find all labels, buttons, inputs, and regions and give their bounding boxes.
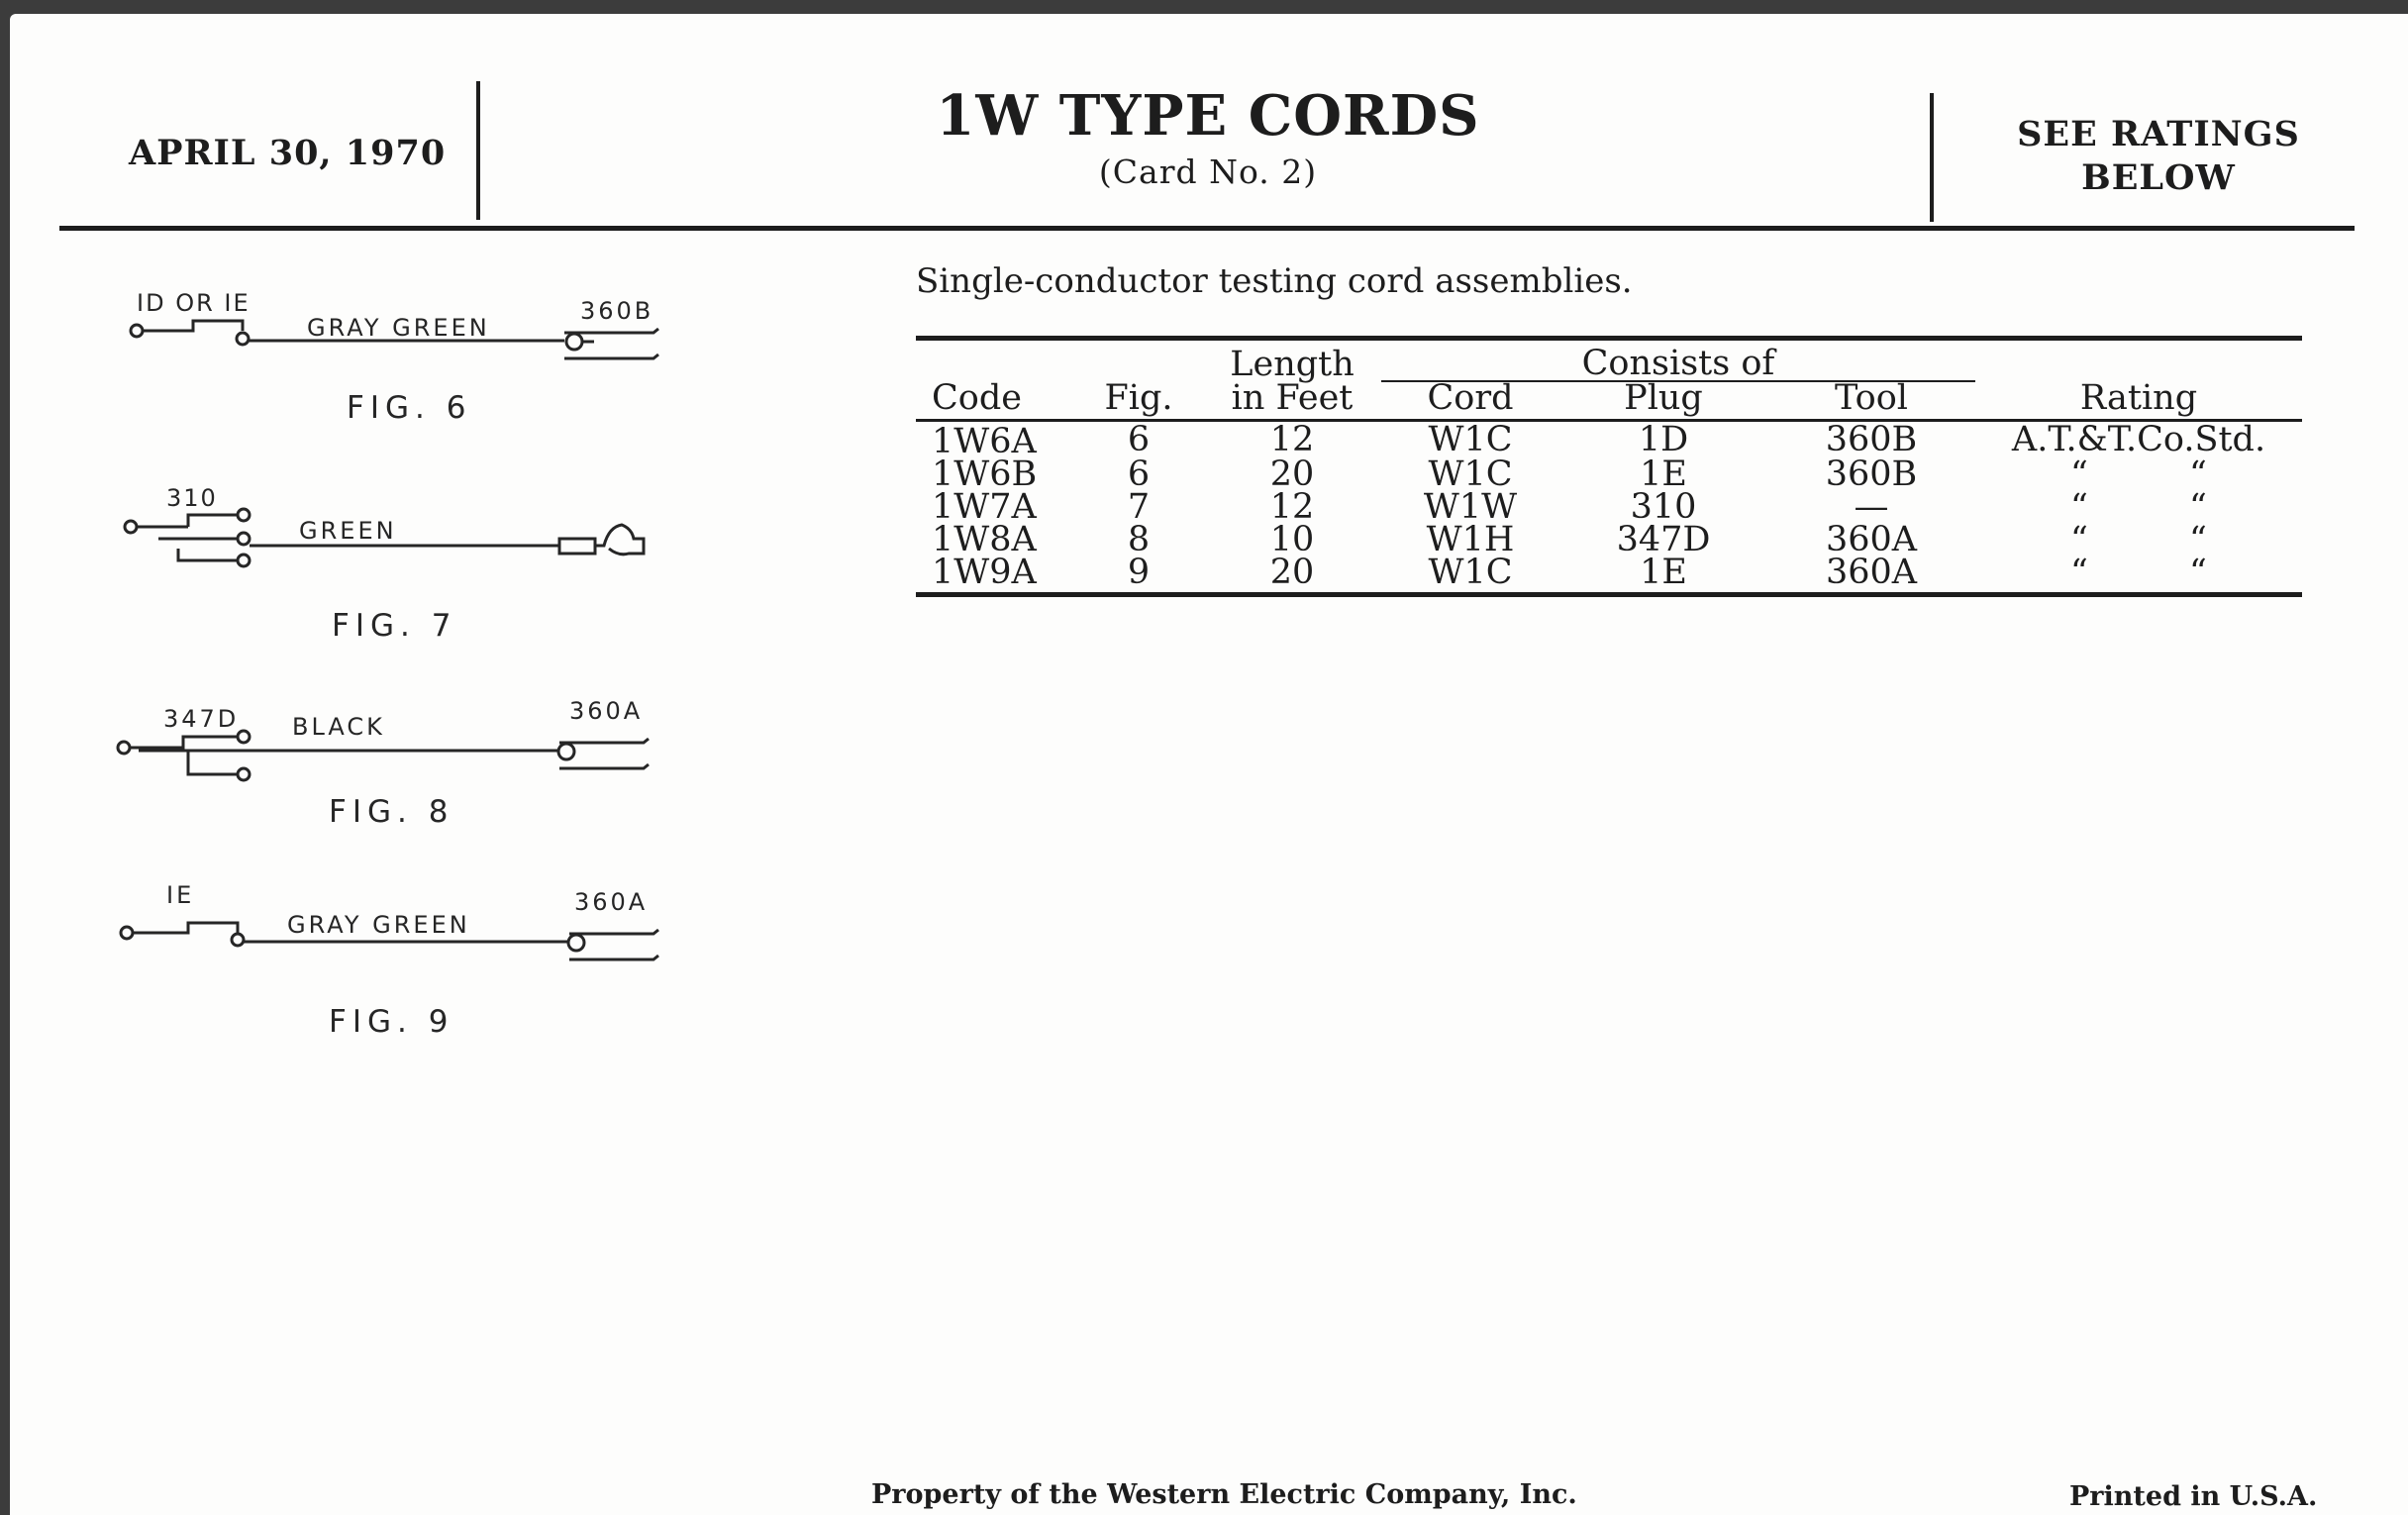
header-consists-of: Consists of xyxy=(1381,339,1975,382)
cell-tool: 360B xyxy=(1825,420,1918,459)
cell-tool: 360A xyxy=(1825,520,1918,559)
fig9-plug-label: IE xyxy=(166,881,195,909)
cell-code: 1W6A xyxy=(932,422,1037,461)
rating-note-line1: SEE RATINGS xyxy=(2017,114,2300,154)
header-divider-right xyxy=(1930,93,1934,222)
ditto-mark: “ xyxy=(2189,487,2207,527)
fig8-caption: FIG. 8 xyxy=(329,794,454,830)
cell-plug: 310 xyxy=(1630,487,1697,527)
header-length-line1: Length xyxy=(1203,339,1381,382)
table-row xyxy=(916,458,2302,491)
card-title: 1W TYPE CORDS xyxy=(936,83,1480,149)
cell-rating xyxy=(1975,454,2302,494)
cell-fig: 6 xyxy=(1127,420,1151,459)
ditto-mark: “ xyxy=(2070,487,2088,527)
cell-rating: A.T.&T.Co.Std. xyxy=(2011,420,2266,459)
cell-rating xyxy=(1975,520,2302,559)
fig6-plug-label: ID OR IE xyxy=(137,289,251,317)
table-row xyxy=(916,421,2302,459)
cell-plug: 1D xyxy=(1638,420,1689,459)
cell-plug: 1E xyxy=(1640,454,1687,494)
table-header-row-2 xyxy=(916,381,2302,421)
cell-length: 20 xyxy=(1269,454,1315,494)
ditto-mark: “ xyxy=(2189,454,2207,494)
header-code: Code xyxy=(916,381,1074,421)
cell-length: 20 xyxy=(1203,556,1381,595)
card-date: APRIL 30, 1970 xyxy=(129,133,447,173)
header-rating: Rating xyxy=(1975,381,2302,421)
header-fig: Fig. xyxy=(1074,381,1203,421)
cord-figures xyxy=(10,14,703,1103)
rating-note xyxy=(1951,113,2366,200)
ditto-mark: “ xyxy=(2189,553,2207,592)
cell-plug: 347D xyxy=(1616,520,1711,559)
cell-rating xyxy=(1975,553,2302,595)
footer-printed: Printed in U.S.A. xyxy=(2069,1481,2318,1512)
header-plug: Plug xyxy=(1559,381,1767,421)
table-row xyxy=(916,491,2302,524)
intro-text: Single-conductor testing cord assemblies. xyxy=(916,261,1633,301)
fig9-tool-label: 360A xyxy=(574,888,649,916)
cell-tool: — xyxy=(1854,487,1889,527)
cell-cord: W1C xyxy=(1381,556,1559,595)
fig8-wire-label: BLACK xyxy=(292,713,385,741)
cell-fig: 8 xyxy=(1127,520,1151,559)
ditto-mark: “ xyxy=(2189,520,2207,559)
header-cord: Cord xyxy=(1381,381,1559,421)
cell-cord: W1W xyxy=(1423,487,1518,527)
cell-code: 1W9A xyxy=(916,556,1074,595)
fig6-wire-label: GRAY GREEN xyxy=(307,314,490,342)
cell-code: 1W6B xyxy=(932,454,1038,494)
cell-cord: W1H xyxy=(1426,520,1515,559)
fig6-tool-label: 360B xyxy=(580,297,654,325)
ditto-mark: “ xyxy=(2070,520,2088,559)
header-tool: Tool xyxy=(1767,381,1975,421)
index-card xyxy=(10,14,2408,1515)
ditto-mark: “ xyxy=(2070,454,2088,494)
cell-fig: 9 xyxy=(1074,556,1203,595)
cell-length: 10 xyxy=(1269,520,1315,559)
fig9-caption: FIG. 9 xyxy=(329,1004,454,1040)
fig8-plug-label: 347D xyxy=(163,705,240,733)
cell-fig: 7 xyxy=(1127,487,1151,527)
table-row xyxy=(916,524,2302,556)
cell-length: 12 xyxy=(1269,420,1315,459)
fig7-caption: FIG. 7 xyxy=(332,608,457,644)
card-subtitle: (Card No. 2) xyxy=(1098,152,1318,191)
cell-code: 1W7A xyxy=(932,487,1037,527)
cell-tool: 360A xyxy=(1767,556,1975,595)
fig7-wire-label: GREEN xyxy=(299,517,397,545)
footer-property: Property of the Western Electric Company, Inc. xyxy=(871,1479,1577,1510)
fig6-caption: FIG. 6 xyxy=(347,390,472,426)
cell-length: 12 xyxy=(1269,487,1315,527)
cell-plug: 1E xyxy=(1559,556,1767,595)
ditto-mark: “ xyxy=(2070,553,2088,592)
cords-table xyxy=(916,336,2302,597)
cell-cord: W1C xyxy=(1428,420,1513,459)
table-row xyxy=(916,556,2302,595)
cell-fig: 6 xyxy=(1127,454,1151,494)
cell-cord: W1C xyxy=(1428,454,1513,494)
rating-note-line2: BELOW xyxy=(2081,157,2236,198)
header-length-line2: in Feet xyxy=(1203,381,1381,421)
cell-code: 1W8A xyxy=(932,520,1037,559)
fig9-wire-label: GRAY GREEN xyxy=(287,911,470,939)
cell-tool: 360B xyxy=(1825,454,1918,494)
fig8-tool-label: 360A xyxy=(569,697,644,725)
cell-rating xyxy=(1975,487,2302,527)
fig7-plug-label: 310 xyxy=(166,484,218,512)
table-header-row-1 xyxy=(916,339,2302,382)
